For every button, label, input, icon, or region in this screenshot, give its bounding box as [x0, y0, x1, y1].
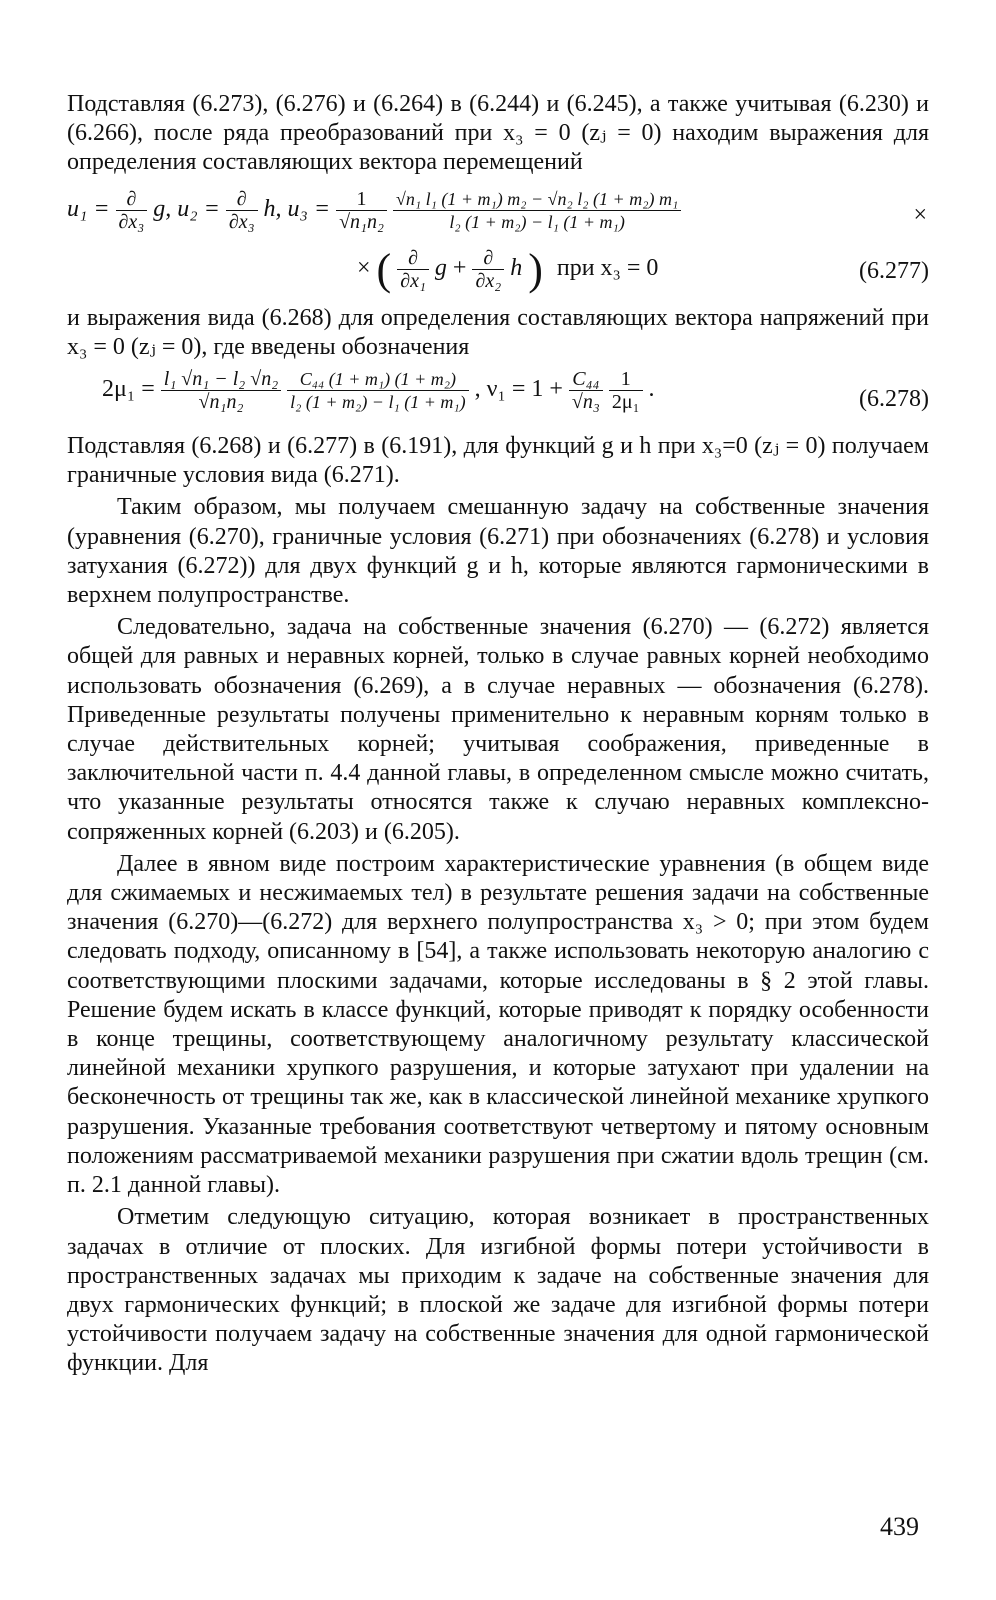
paragraph-7: Отметим следующую ситуацию, которая возникает в пространственных задачах в отличие от плоских. Для изгибной формы потери устойчивости в пространственных задачах мы приходим к задаче на собственные значения для двух гармонических функций; в плоской же задаче для изгибной формы потери устойчивости получаем задачу на собственные значения для одной гармонической функции. Для [67, 1204, 929, 1377]
page-number: 439 [880, 1512, 919, 1541]
equation-6-277-line-2: × ( $\frac{\partial}{\text{∂x₁}}$ g + $\frac{\partial}{\text{∂x₂}}$ h ) при x₃ = 0 (6.277) [357, 244, 929, 294]
page-body [67, 90, 929, 1379]
paragraph-2: и выражения вида (6.268) для определения составляющих вектора напряжений при x₃ = 0 (zⱼ = 0), где введены обозначения [67, 304, 929, 360]
paragraph-6: Далее в явном виде построим характеристические уравнения (в общем виде для сжимаемых и несжимаемых тел) в результате решения задачи на собственные значения (6.270)—(6.272) для верхнего полупространства x₃ > 0; при этом будем следовать подходу, описанному в [54], а также использовать некоторую аналогию с соответствующими плоскими задачами, которые исследованы в § 2 этой главы. Решение будем искать в классе функций, которые приводят к порядку особенности в конце трещины, соответствующему аналогичному результату классической линейной механики хрупкого разрушения, и которые затухают при удалении на бесконечность от трещины так же, как в классической линейной механике хрупкого разрушения. Указанные требования соответствуют четвертому и пятому основным положениям рассматриваемой механики разрушения при сжатии вдоль трещин (см. п. 2.1 данной главы). [67, 850, 929, 1199]
equation-number-6-277: (6.277) [859, 257, 929, 284]
equation-6-278: 2μ₁ = $\frac{\text{l₁ √n₁ − l₂ √n₂}}{\text{√n₁n₂}}$ $\frac{\text{C₄₄ (1 + m₁) (1 + m₂)}}{\text{l₂ (1 + m₂) − l₁ (1 + m₁)}}$ , ν₁ = 1 + $\frac{\text{C₄₄}}{\text{√n₃}}$ $\frac{1}{\text{2μ₁}}$ . (6.278) [102, 368, 929, 414]
equation-number-6-278: (6.278) [859, 386, 929, 413]
equation-6-277-line-1: u₁ = $\frac{\partial}{\text{∂x₃}}$ g, u₂ = $\frac{\partial}{\text{∂x₃}}$ h, u₃ = $\frac{1}{\text{√n₁n₂}}$ $\frac{\text{√n₁ l₁ (1 + m₁) m₂ − √n₂ l₂ (1 + m₂) m₁}}{\text{l₂ (1 + m₂) − l₁ (1 + m₁)}}$ × [67, 187, 927, 233]
paragraph-3: Подставляя (6.268) и (6.277) в (6.191), для функций g и h при x₃=0 (zⱼ = 0) получаем граничные условия вида (6.271). [67, 433, 929, 489]
paragraph-4: Таким образом, мы получаем смешанную задачу на собственные значения (уравнения (6.270), граничные условия (6.271) при обозначениях (6.278) и условия затухания (6.272)) для двух функций g и h, которые являются гармоническими в верхнем полупространстве. [67, 494, 929, 609]
paragraph-1: Подставляя (6.273), (6.276) и (6.264) в (6.244) и (6.245), а также учитывая (6.230) и (6.266), после ряда преобразований при x₃ = 0 (zⱼ = 0) находим выражения для определения составляющих вектора перемещений [67, 91, 929, 176]
paragraph-5: Следовательно, задача на собственные значения (6.270) — (6.272) является общей для равных и неравных корней, только в случае равных корней необходимо использовать обозначения (6.269), а в случае неравных — обозначения (6.278). Приведенные результаты получены применительно к неравным корням только в случае действительных корней; учитывая соображения, приведенные в заключительной части п. 4.4 данной главы, в определенном смысле можно считать, что указанные результаты относятся также к случаю неравных комплексно-сопряженных корней (6.203) и (6.205). [67, 614, 929, 845]
